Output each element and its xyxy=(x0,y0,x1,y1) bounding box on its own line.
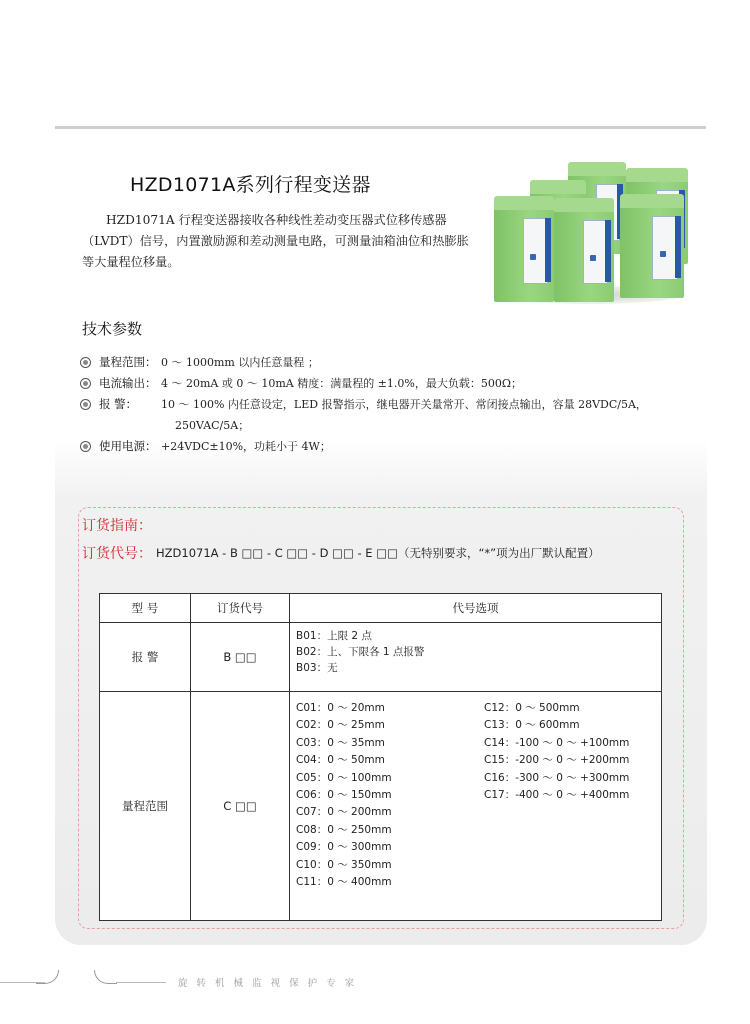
cell-type: 报 警 xyxy=(100,623,191,692)
cell-code: C □□ xyxy=(191,692,290,921)
cell-options xyxy=(290,692,662,921)
option-item: C03：0 ～ 35mm xyxy=(296,736,385,749)
option-item: C12：0 ～ 500mm xyxy=(484,702,580,714)
cell-code: B □□ xyxy=(191,623,290,692)
option-item: C04：0 ～ 50mm xyxy=(296,754,385,767)
footer-swash-right xyxy=(94,970,117,984)
intro-paragraph xyxy=(82,210,482,273)
option-item: C02：0 ～ 25mm xyxy=(296,719,385,732)
cell-options xyxy=(290,623,662,692)
footer-swash-left xyxy=(36,970,59,984)
spec-value: 4 ～ 20mA 或 0 ～ 10mA 精度：满量程的 ±1.0%，最大负载：500Ω； xyxy=(161,377,522,390)
table-row-alarm xyxy=(100,623,662,692)
order-options-table xyxy=(99,593,662,921)
spec-list xyxy=(80,352,690,457)
option-item: C11：0 ～ 400mm xyxy=(296,876,392,889)
spec-value-continued: 250VAC/5A； xyxy=(175,419,250,432)
module-front-center xyxy=(554,198,614,302)
option-item: C13：0 ～ 600mm xyxy=(484,719,580,732)
option-item: C16：-300 ～ 0 ～ +300mm xyxy=(484,771,630,784)
table-header-row xyxy=(100,594,662,623)
option-item: C09：0 ～ 300mm xyxy=(296,841,392,854)
footer-rule-right xyxy=(116,982,166,983)
option-item: C05：0 ～ 100mm xyxy=(296,771,392,784)
product-image xyxy=(490,160,695,310)
spec-item-power xyxy=(80,436,690,457)
cell-type: 量程范围 xyxy=(100,692,191,921)
order-guide-title: 订货指南： xyxy=(82,518,152,534)
spec-item-output xyxy=(80,373,690,394)
option-item: C01：0 ～ 20mm xyxy=(296,702,385,714)
section-title-specs: 技术参数 xyxy=(82,320,143,338)
intro-line-3: 等大量程位移量。 xyxy=(82,255,180,269)
spec-item-alarm xyxy=(80,394,690,436)
spec-label: 使用电源： xyxy=(99,439,157,453)
bullet-circle-icon xyxy=(80,378,91,389)
header-options: 代号选项 xyxy=(290,594,662,623)
intro-line-1: HZD1071A 行程变送器接收各种线性差动变压器式位移传感器 xyxy=(106,213,447,227)
option-item: B01：上限 2 点 xyxy=(296,630,372,642)
option-item: B02：上、下限各 1 点报警 xyxy=(296,646,425,658)
option-item: C14：-100 ～ 0 ～ +100mm xyxy=(484,736,630,749)
bullet-circle-icon xyxy=(80,441,91,452)
order-code: HZD1071A - B □□ - C □□ - D □□ - E □□（无特别要求，“*”项为出厂默认配置） xyxy=(156,546,600,560)
header-order-code: 订货代号 xyxy=(191,594,290,623)
option-item: C17：-400 ～ 0 ～ +400mm xyxy=(484,789,630,802)
option-item: C15：-200 ～ 0 ～ +200mm xyxy=(484,754,630,767)
option-item: C10：0 ～ 350mm xyxy=(296,858,392,871)
spec-item-range xyxy=(80,352,690,373)
footer-slogan: 旋 转 机 械 监 视 保 护 专 家 xyxy=(178,978,358,989)
spec-value: 10 ～ 100% 内任意设定，LED 报警指示，继电器开关量常开、常闭接点输出，容量 28VDC/5A， xyxy=(161,398,647,411)
table-row-range xyxy=(100,692,662,921)
option-item: C06：0 ～ 150mm xyxy=(296,789,392,802)
spec-label: 量程范围： xyxy=(99,355,157,369)
page-title: HZD1071A系列行程变送器 xyxy=(130,174,371,196)
order-code-label: 订货代号： xyxy=(82,546,152,562)
option-item: C07：0 ～ 200mm xyxy=(296,806,392,819)
spec-value: 0 ～ 1000mm 以内任意量程 ； xyxy=(161,356,319,369)
module-front-right xyxy=(620,194,684,298)
option-item: C08：0 ～ 250mm xyxy=(296,823,392,836)
intro-line-2: （LVDT）信号，内置激励源和差动测量电路，可测量油箱油位和热膨胀 xyxy=(82,234,469,248)
spec-value: +24VDC±10%，功耗小于 4W； xyxy=(161,440,331,453)
range-options-grid xyxy=(296,700,655,891)
spec-label: 报 警： xyxy=(99,397,138,411)
option-item: B03：无 xyxy=(296,662,338,674)
module-front-left xyxy=(494,196,554,302)
bullet-circle-icon xyxy=(80,357,91,368)
range-options-col-1 xyxy=(296,700,484,891)
bullet-circle-icon xyxy=(80,399,91,410)
range-options-col-2 xyxy=(484,700,629,891)
spec-label: 电流输出： xyxy=(99,376,157,390)
header-model: 型 号 xyxy=(100,594,191,623)
top-rule xyxy=(55,126,706,129)
